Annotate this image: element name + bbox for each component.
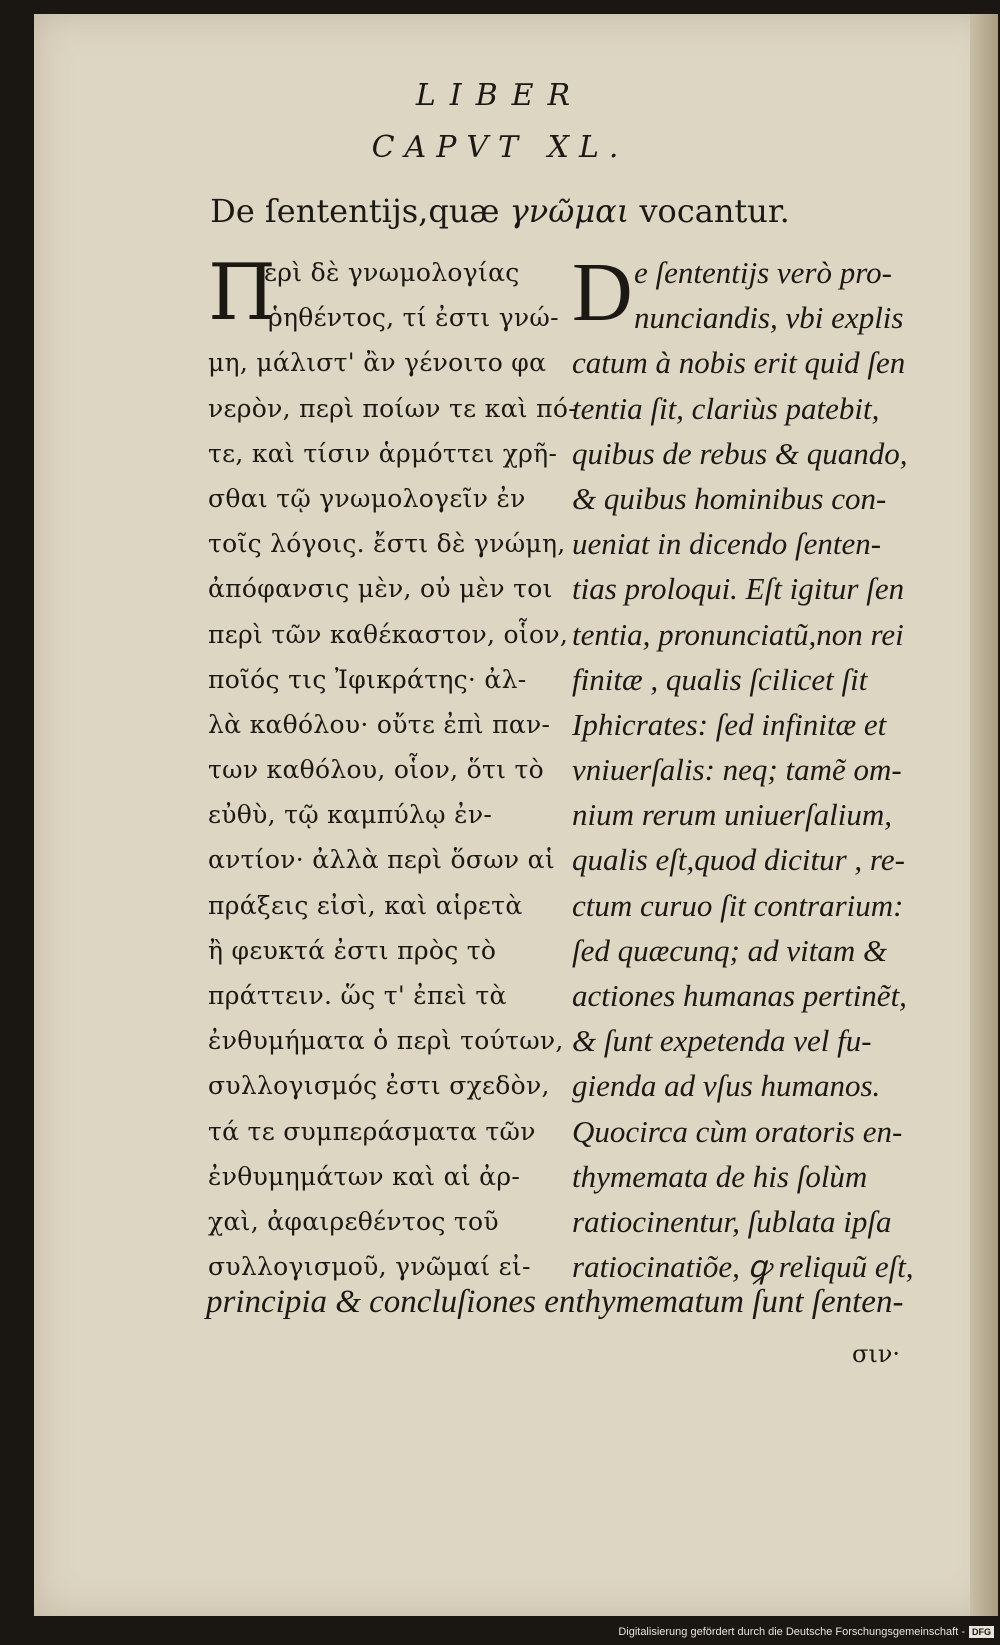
latin-line — [572, 928, 947, 973]
greek-line-text: ἐνθυμημάτων καὶ αἱ ἀρ- — [208, 1161, 521, 1191]
greek-line-text: αντίον· ἀλλὰ περὶ ὅσων αἱ — [208, 845, 555, 875]
greek-line-text: ἀπόφανσις μὲν, οὐ μὲν τοι — [208, 574, 553, 604]
latin-line-text: & quibus hominibus con- — [572, 480, 887, 516]
latin-line-text: nium rerum uniuerſalium, — [572, 797, 893, 833]
greek-line — [208, 837, 568, 882]
greek-line — [208, 521, 568, 566]
greek-line-text: περὶ τῶν καθέκαστον, οἷον, — [208, 619, 569, 649]
section-title — [0, 192, 1000, 230]
latin-line — [572, 340, 947, 385]
latin-line — [572, 1063, 947, 1108]
greek-line — [208, 1109, 568, 1154]
greek-line-text: σθαι τῷ γνωμολογεῖν ἐν — [208, 483, 526, 513]
greek-line — [208, 386, 577, 431]
greek-column — [208, 248, 577, 1289]
latin-initial: D — [572, 246, 633, 339]
latin-line-text: ueniat in dicendo ſenten- — [572, 526, 882, 562]
chapter-heading: CAPVT XL. — [371, 130, 629, 165]
greek-line-text: συλλογισμοῦ, γνῶμαί εἰ- — [208, 1252, 531, 1282]
latin-line-text: quibus de rebus & quando, — [572, 435, 908, 471]
dfg-logo: DFG — [969, 1626, 994, 1638]
greek-line-text: νερὸν, περὶ ποίων τε καὶ πό- — [208, 393, 577, 423]
latin-line-text: thymemata de his ſolùm — [572, 1158, 868, 1194]
latin-line-text: qualis eſt,quod dicitur , re- — [572, 842, 905, 878]
latin-line-text: ratiocinentur, ſublata ipſa — [572, 1203, 892, 1239]
running-head: LIBER — [415, 78, 585, 113]
greek-line-text: εὐθὺ, τῷ καμπύλῳ ἐν- — [208, 800, 493, 830]
greek-line — [208, 928, 568, 973]
page-edge — [970, 14, 998, 1616]
latin-line-text: ctum curuo ſit contrarium: — [572, 887, 904, 923]
greek-line-text: τε, καὶ τίσιν ἁρμόττει χρῆ- — [208, 438, 558, 468]
latin-line-text: ſed quæcunq; ad vitam & — [572, 932, 888, 968]
greek-line — [208, 973, 568, 1018]
latin-line-text: ratiocinatiõe, ꝙ reliquũ eſt, — [572, 1249, 914, 1285]
latin-line-text: actiones humanas pertinẽt, — [572, 978, 907, 1013]
latin-line — [572, 1109, 947, 1154]
latin-line — [572, 792, 947, 837]
greek-line-text: τά τε συμπεράσματα τῶν — [208, 1116, 536, 1146]
latin-line-text: Iphicrates: ſed infinitæ et — [572, 706, 887, 742]
full-width-line: principia & concluſiones enthymematum ſunt ſenten- — [206, 1284, 904, 1320]
greek-line — [208, 1154, 568, 1199]
greek-line-text: ἐνθυμήματα ὁ περὶ τούτων, — [208, 1026, 564, 1056]
latin-line-text: nunciandis, vbi explis — [634, 300, 904, 336]
latin-column — [572, 246, 947, 1289]
greek-line-text: ποῖός τις Ἰφικράτης· ἀλ- — [208, 664, 527, 694]
greek-line — [208, 431, 568, 476]
latin-line-text: tentia ſit, clariùs patebit, — [572, 390, 880, 426]
greek-line-text: χαὶ, ἀφαιρεθέντος τοῦ — [208, 1206, 499, 1236]
greek-line-text: μη, μάλιστ' ἂν γένοιτο φα — [208, 348, 547, 378]
greek-line-text: πράξεις εἰσὶ, καὶ αἱρετὰ — [208, 890, 523, 920]
latin-line — [572, 1154, 947, 1199]
latin-line — [572, 386, 947, 431]
latin-line — [572, 566, 947, 611]
footer-text: Digitalisierung gefördert durch die Deutsche Forschungsgemeinschaft - — [618, 1626, 965, 1638]
greek-line — [208, 340, 568, 385]
digitization-footer — [618, 1623, 994, 1641]
greek-line-text: ῥηθέντος, τί ἐστι γνώ- — [268, 303, 559, 333]
title-greek: γνῶμαι — [509, 192, 630, 230]
latin-line — [572, 747, 947, 792]
greek-line-text: πράττειν. ὥς τ' ἐπεὶ τὰ — [208, 981, 507, 1010]
greek-line-text: συλλογισμός ἐστι σχεδὸν, — [208, 1071, 550, 1101]
greek-line — [208, 792, 568, 837]
greek-line-text: τοῖς λόγοις. ἔστι δὲ γνώμη, — [208, 529, 566, 559]
greek-line-text: ἢ φευκτά ἐστι πρὸς τὸ — [208, 935, 497, 965]
greek-line — [208, 1199, 568, 1244]
latin-line-text: catum à nobis erit quid ſen — [572, 345, 906, 381]
latin-line-text: finitæ , qualis ſcilicet ſit — [572, 661, 868, 697]
latin-line — [572, 431, 947, 476]
title-prefix: De ſententijs,quæ — [210, 192, 500, 230]
latin-line — [572, 657, 947, 702]
latin-line-text: Quocirca cùm oratoris en- — [572, 1113, 903, 1149]
greek-line — [208, 702, 568, 747]
title-suffix: vocantur. — [639, 192, 790, 230]
greek-line — [208, 657, 568, 702]
latin-line — [572, 973, 947, 1018]
latin-line — [572, 521, 947, 566]
greek-line — [208, 612, 568, 657]
latin-line — [572, 612, 947, 657]
latin-line-text: tias proloqui. Eſt igitur ſen — [572, 571, 905, 607]
latin-line — [572, 883, 947, 928]
latin-line-text: tentia, pronunciatũ,non rei — [572, 616, 904, 652]
latin-line — [572, 1244, 947, 1289]
latin-line — [572, 837, 947, 882]
latin-line-text: e ſententijs verò pro- — [634, 255, 892, 290]
greek-line-text: ερὶ δὲ γνωμολογίας — [264, 258, 520, 287]
latin-line — [572, 476, 947, 521]
latin-line — [572, 1018, 947, 1063]
latin-line-text: vniuerſalis: neq; tamẽ om- — [572, 752, 902, 788]
greek-line — [208, 476, 568, 521]
greek-line — [208, 883, 568, 928]
latin-line-text: & ſunt expetenda vel fu- — [572, 1023, 872, 1059]
greek-line — [208, 747, 568, 792]
greek-line — [208, 1063, 568, 1108]
latin-line — [572, 702, 947, 747]
greek-line — [208, 566, 568, 611]
latin-line — [572, 1199, 947, 1244]
greek-line — [208, 1244, 568, 1289]
latin-line-text: gienda ad vſus humanos. — [572, 1068, 881, 1104]
greek-initial: Π — [208, 248, 277, 338]
greek-line — [208, 1018, 568, 1063]
greek-line-text: λὰ καθόλου· οὔτε ἐπὶ παν- — [208, 709, 551, 739]
greek-line-text: των καθόλου, οἷον, ὅτι τὸ — [208, 755, 544, 785]
catchword: σιν· — [852, 1340, 901, 1368]
